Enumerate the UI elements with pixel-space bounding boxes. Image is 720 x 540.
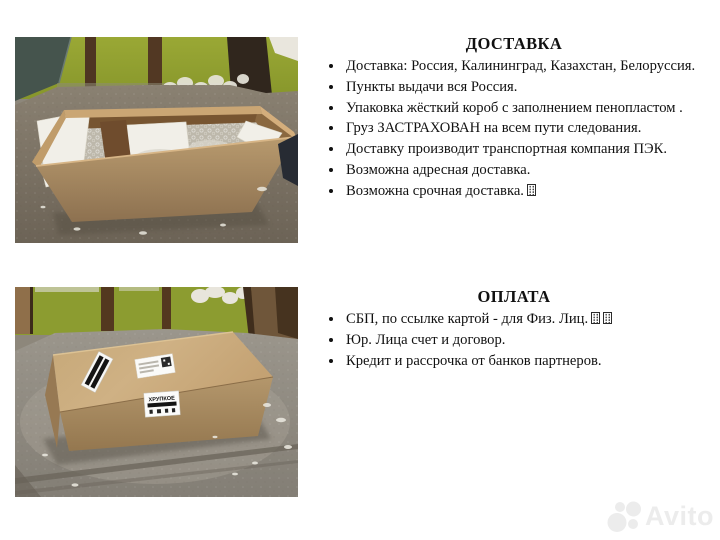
bullet-text: Доставку производит транспортная компания ПЭК. <box>346 141 668 158</box>
missing-glyph-box <box>527 184 536 196</box>
bullet-text: Доставка: Россия, Калининград, Казахстан, Белоруссия. <box>346 58 696 74</box>
bullet-item <box>344 118 708 139</box>
door-frame <box>162 287 171 329</box>
delivery-list <box>320 56 708 202</box>
missing-glyph-box <box>591 312 600 324</box>
delivery-title: ДОСТАВКА <box>465 34 563 53</box>
bullet-item <box>344 77 708 98</box>
payment-title: ОПЛАТА <box>477 287 551 306</box>
door-frame <box>15 287 30 334</box>
door-frame <box>85 37 96 91</box>
fragile-label-front <box>144 391 181 417</box>
bullet-text: Возможна адресная доставка. <box>346 161 531 178</box>
bullet-item <box>344 56 708 77</box>
door-frame <box>101 287 114 331</box>
bullet-text: Юр. Лица счет и договор. <box>346 331 506 348</box>
bullet-text: СБП, по ссылке картой - для Физ. Лиц. <box>346 311 589 327</box>
photo-open-crate <box>15 37 298 243</box>
bullet-item <box>344 181 708 202</box>
fragile-label-text: ХРУПКОЕ <box>148 395 176 404</box>
bullet-text: Возможна срочная доставка. <box>346 182 524 199</box>
photo-closed-crate <box>15 287 298 497</box>
bullet-item <box>344 309 708 330</box>
bullet-item <box>344 330 708 351</box>
missing-glyph-box <box>603 312 612 324</box>
bullet-item <box>344 351 708 372</box>
bullet-item <box>344 98 708 119</box>
bullet-text: Груз ЗАСТРАХОВАН на всем пути следования. <box>346 120 642 137</box>
bullet-item <box>344 160 708 181</box>
avito-watermark <box>606 494 718 538</box>
bullet-text: Кредит и рассрочка от банков партнеров. <box>346 352 602 369</box>
open-crate-illustration <box>15 37 298 243</box>
bullet-item <box>344 139 708 160</box>
payment-list <box>320 309 708 371</box>
bullet-text: Упаковка жёсткий короб с заполнением пенопластом . <box>346 99 683 116</box>
avito-logo-dots-icon <box>606 496 644 536</box>
payment-section <box>320 287 708 371</box>
closed-crate-illustration <box>15 287 298 497</box>
bullet-text: Пункты выдачи вся Россия. <box>346 78 518 95</box>
qr-code-icon <box>161 357 172 368</box>
delivery-section <box>320 34 708 202</box>
avito-wordmark: Avito <box>645 501 714 531</box>
